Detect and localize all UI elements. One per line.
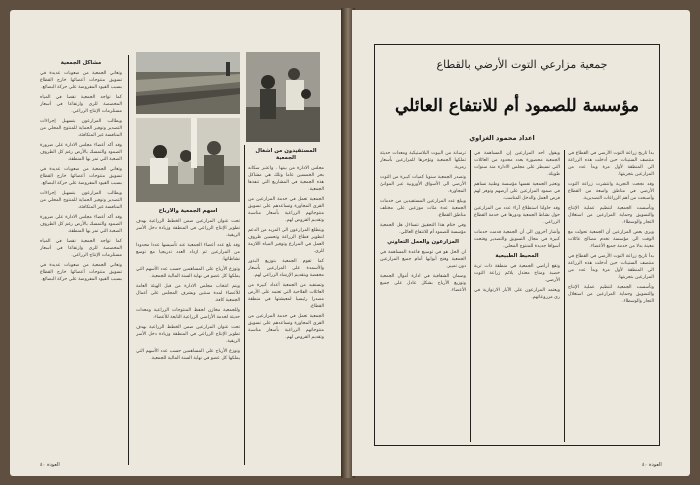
right-page-column-left	[380, 150, 466, 442]
paragraph: وتوزع الأرباح على المساهمين حسب عدد الأسهم التي يملكها كل عضو في نهاية السنة المالية للجمعية.	[136, 349, 240, 361]
paragraph: ويتطلع المزارعون الى المزيد من الدعم لتطوير قطاع الزراعة وتحسين ظروف العمل في المزارع وتوفير المياه اللازمة للري.	[248, 228, 324, 254]
left-page	[10, 10, 344, 476]
middle-col-subhead: أسهم الجمعية والأرباح	[158, 208, 218, 214]
paragraph: وتقع أراضي الجمعية في منطقة ذات تربة خصبة ومناخ معتدل يلائم زراعة التوت الأرضي.	[474, 264, 560, 283]
left-col-subhead: المزارعون والعمل التعاوني	[387, 239, 459, 245]
paragraph: كما تقوم الجمعية بتوزيع البذور والأسمدة على المزارعين بأسعار مخفضة وبتقديم الإرشاد الزراعي لهم.	[248, 259, 324, 278]
paragraph: وفي ختام هذا التحقيق نتساءل هل الجمعية مؤسسة للصمود أم للانتفاع العائلي.	[380, 223, 466, 235]
paragraph: وتوزع الأرباح على المساهمين حسب عدد الأسهم التي يملكها كل عضو في نهاية السنة المالية للجمعية.	[136, 267, 240, 279]
page-number-left: العودة ٤٠	[40, 462, 60, 468]
column-rule	[470, 150, 471, 442]
paragraph: وتعاني الجمعية من صعوبات عديدة في تسويق منتوجات أعضائها خارج القطاع بسبب القيود المفروضة على حركة البضائع.	[40, 263, 122, 282]
paragraph: وقد أكد أعضاء مجلس الادارة على ضرورة الصمود والتمسك بالأرض رغم كل الظروف الصعبة التي تمر بها المنطقة.	[40, 143, 122, 162]
paragraph: تحت عنوان المزارعين ضمن الخطط الزراعية بهدف تطوير الإنتاج الزراعي في المنطقة وزيادة دخل الأسر الريفية.	[136, 219, 240, 238]
paragraph: ان الحل هو في توسيع قاعدة المساهمة في الجمعية وفتح أبوابها أمام جميع المزارعين دون تمييز.	[380, 250, 466, 269]
paragraph: ويقول أحد المزارعين إن المساهمة في الجمعية محصورة بعدد محدود من العائلات التي تسيطر على مجلس الادارة منذ سنوات طويلة.	[474, 151, 560, 177]
paragraph: وأشار آخرون الى أن الجمعية قدمت خدمات كبيرة في مجال التسويق والتصدير وفتحت أسواقا جديدة للمنتوج المحلي.	[474, 230, 560, 249]
paragraph: وتصدر الجمعية سنويا كميات كبيرة من التوت الأرضي الى الأسواق الأوروبية عبر الموانئ المجاورة.	[380, 175, 466, 194]
middle-col-subhead: المحيط الطبيعية	[495, 253, 539, 259]
right-page	[352, 10, 690, 476]
right-page-column-right	[568, 150, 654, 442]
paragraph: وللجمعية مخازن لحفظ المنتوجات الزراعية ومعدات حديثة لخدمة الأراضي الزراعية التابعة للأعضاء.	[136, 308, 240, 320]
paragraph: ويرى بعض المزارعين أن الجمعية تحولت مع الوقت الى مؤسسة تخدم مصالح عائلات معينة بدلا من خدمة جميع الأعضاء.	[568, 230, 654, 249]
paragraph: كما تواجه الجمعية نقصا في المياه المخصصة للري وارتفاعا في أسعار مستلزمات الإنتاج الزراعي.	[40, 239, 122, 258]
sorting-workers-photo	[136, 118, 240, 202]
article-byline: اعداد محمود الغزاوي	[469, 134, 535, 142]
paragraph: وتأسست الجمعية لتنظيم عملية الإنتاج والتسويق وحماية المزارعين من استغلال التجار والوسطاء.	[568, 206, 654, 225]
paragraph: وتأسست الجمعية لتنظيم عملية الإنتاج والتسويق وحماية المزارعين من استغلال التجار والوسطاء.	[568, 285, 654, 304]
right-col-subhead: المستفيدون من أشغال الجمعية	[255, 148, 317, 161]
column-rule	[564, 150, 565, 442]
article-headline: مؤسسة للصمود أم للانتفاع العائلي	[395, 96, 639, 116]
page-number-right: العودة ٤٠	[642, 462, 662, 468]
paragraph: وقد أكد أعضاء مجلس الادارة على ضرورة الصمود والتمسك بالأرض رغم كل الظروف الصعبة التي تمر بها المنطقة.	[40, 215, 122, 234]
paragraph: وقد بلغ عدد أعضاء الجمعية عند تأسيسها عددا محدودا من المزارعين ثم ازداد العدد تدريجيا مع توسع نشاطاتها.	[136, 243, 240, 262]
left-col-subhead: مشاكل الجمعية	[60, 60, 102, 66]
paragraph: ويبلغ عدد المزارعين المستفيدين من خدمات الجمعية عدة مئات موزعين على مختلف مناطق القطاع.	[380, 199, 466, 218]
column-rule	[244, 145, 245, 465]
column-rule	[128, 55, 129, 465]
paragraph: وتعاني الجمعية من صعوبات عديدة في تسويق منتوجات أعضائها خارج القطاع بسبب القيود المفروضة على حركة البضائع.	[40, 167, 122, 186]
farmers-group-photo	[246, 52, 320, 142]
paragraph: وضمان الشفافية في ادارة أموال الجمعية وتوزيع الأرباح بشكل عادل على جميع الأعضاء.	[380, 274, 466, 293]
paragraph: بدأ تاريخ زراعة التوت الأرضي في القطاع في منتصف الستينات حين أدخلت هذه الزراعة الى المنطقة لأول مرة وبدأ عدد من المزارعين بتجربتها.	[568, 151, 654, 177]
paragraph: ويطالب المزارعون بتسهيل إجراءات التصدير وتوفير الحماية للمنتوج المحلي من المنافسة غير المتكافئة.	[40, 191, 122, 210]
left-page-column-left	[40, 60, 122, 460]
left-page-column-middle	[136, 208, 240, 463]
paragraph: وتعتبر الجمعية نفسها مؤسسة وطنية تساهم في صمود المزارعين على أرضهم وتوفر لهم فرص العمل والدخل المناسب.	[474, 182, 560, 201]
paragraph: ترسانة من البيوت البلاستيكية ومعدات حديثة تملكها الجمعية وتؤجرها للمزارعين بأسعار رمزية.	[380, 151, 466, 170]
paragraph: وقد نجحت التجربة وانتشرت زراعة التوت الأرضي في مناطق واسعة من القطاع وأصبحت من أهم الزراعات التصديرية.	[568, 182, 654, 201]
article-kicker: جمعية مزارعي التوت الأرضي بالقطاع	[436, 58, 608, 71]
paragraph: ويعتمد المزارعون على الآبار الارتوازية في ري مزروعاتهم.	[474, 288, 560, 300]
paragraph: الجمعية تعمل في خدمة المزارعين من القرى المجاورة وتساعدهم على تسويق منتوجاتهم الزراعية بأسعار مناسبة وتقديم القروض لهم.	[248, 197, 324, 223]
paragraph: ويتم انتخاب مجلس الادارة من قبل الهيئة العامة للأعضاء لمدة سنتين ويشرف المجلس على أعمال الجمعية كافة.	[136, 284, 240, 303]
paragraph: تحت عنوان المزارعين ضمن الخطط الزراعية بهدف تطوير الإنتاج الزراعي في المنطقة وزيادة دخل الأسر الريفية.	[136, 325, 240, 344]
paragraph: وتستفيد من الجمعية أعداد كبيرة من العائلات الفلاحية التي تعتمد على الأرض مصدرا رئيسيا لمعيشتها في منطقة القطاع.	[248, 283, 324, 309]
paragraph: ويطالب المزارعون بتسهيل إجراءات التصدير وتوفير الحماية للمنتوج المحلي من المنافسة غير المتكافئة.	[40, 119, 122, 138]
paragraph: وقد حاولنا استطلاع آراء عدد من المزارعين حول نشاط الجمعية ودورها في خدمة القطاع الزراعي.	[474, 206, 560, 225]
paragraph: وتعاني الجمعية من صعوبات عديدة في تسويق منتوجات أعضائها خارج القطاع بسبب القيود المفروضة على حركة البضائع.	[40, 71, 122, 90]
paragraph: كما تواجه الجمعية نقصا في المياه المخصصة للري وارتفاعا في أسعار مستلزمات الإنتاج الزراعي.	[40, 95, 122, 114]
paragraph: مجلس الادارة من بينها . واعتبر سكانه بحر الخمسين عاما وتلك هي مشاكل هذه الجمعية في المشاريع التي تنفذها الجمعية.	[248, 166, 324, 192]
paragraph: الجمعية تعمل في خدمة المزارعين من القرى المجاورة وتساعدهم على تسويق منتوجاتهم الزراعية بأسعار مناسبة وتقديم القروض لهم.	[248, 314, 324, 340]
paragraph: بدأ تاريخ زراعة التوت الأرضي في القطاع في منتصف الستينات حين أدخلت هذه الزراعة الى المنطقة لأول مرة وبدأ عدد من المزارعين بتجربتها.	[568, 254, 654, 280]
farm-field-photo	[136, 52, 240, 114]
left-page-column-right	[248, 148, 324, 463]
right-page-column-middle	[474, 150, 560, 442]
